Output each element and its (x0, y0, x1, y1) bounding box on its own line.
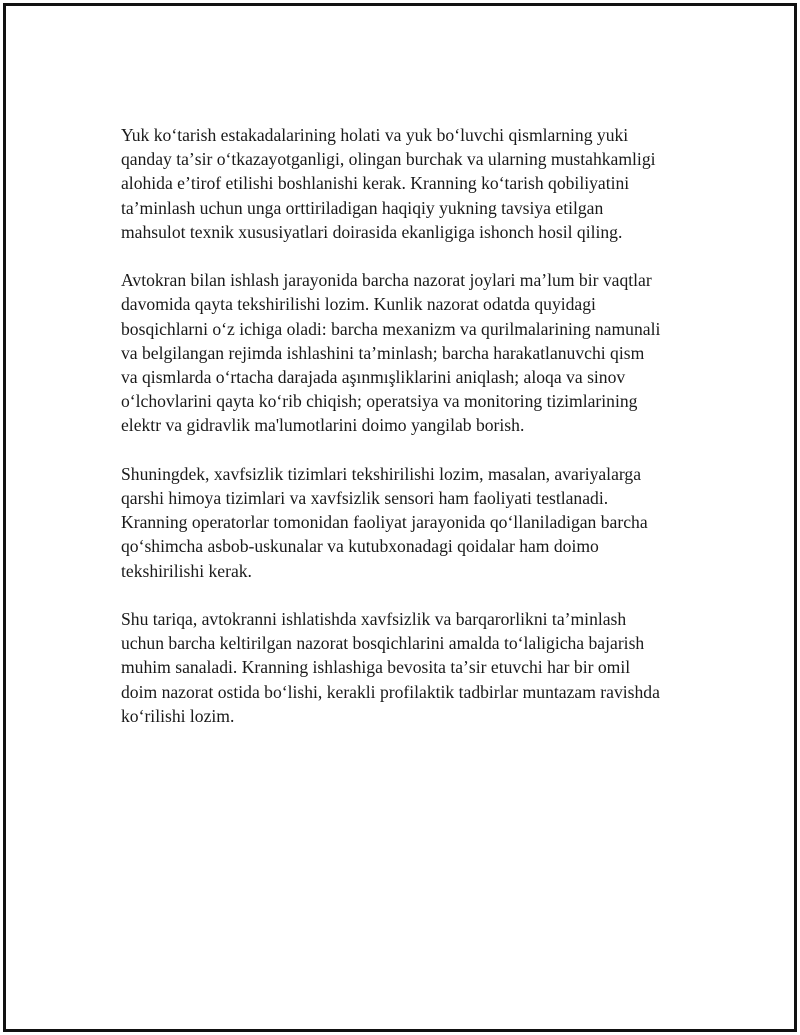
paragraph-1: Yuk koʻtarish estakadalarining holati va yuk boʻluvchi qismlarning yuki qanday taʼsir oʻtkazayotganligi, olingan burchak va ularning mustahkamligi alohida eʼtirof etilishi boshlanishi kerak. Kranning koʻtarish qobiliyatini taʼminlash uchun unga orttiriladigan haqiqiy yukning tavsiya etilgan mahsulot texnik xususiyatlari doirasida ekanligiga ishonch hosil qiling. (121, 125, 656, 242)
paragraph-3: Shuningdek, xavfsizlik tizimlari tekshirilishi lozim, masalan, avariyalarga qarshi himoya tizimlari va xavfsizlik sensori ham faoliyati testlanadi. Kranning operatorlar tomonidan faoliyat jarayonida qoʻllaniladigan barcha qoʻshimcha asbob-uskunalar va kutubxonadagi qoidalar ham doimo tekshirilishi kerak. (121, 463, 648, 581)
page-border (3, 3, 797, 1032)
document-body (121, 123, 681, 728)
paragraph-2: Avtokran bilan ishlash jarayonida barcha nazorat joylari maʼlum bir vaqtlar davomida qayta tekshirilishi lozim. Kunlik nazorat odatda quyidagi bosqichlarni oʻz ichiga oladi: barcha mexanizm va qurilmalarining namunali va belgilangan rejimda ishlashini taʼminlash; barcha harakatlanuvchi qism va qismlarda oʻrtacha darajada aşınmışliklarini aniqlash; aloqa va sinov oʻlchovlarini qayta koʻrib chiqish; operatsiya va monitoring tizimlarining elektr va gidravlik ma'lumotlarini doimo yangilab borish. (121, 270, 661, 436)
paragraph-4: Shu tariqa, avtokranni ishlatishda xavfsizlik va barqarorlikni taʼminlash uchun barcha keltirilgan nazorat bosqichlarini amalda toʻlaligicha bajarish muhim sanaladi. Kranning ishlashiga bevosita taʼsir etuvchi har bir omil doim nazorat ostida boʻlishi, kerakli profilaktik tadbirlar muntazam ravishda koʻrilishi lozim. (121, 609, 660, 726)
